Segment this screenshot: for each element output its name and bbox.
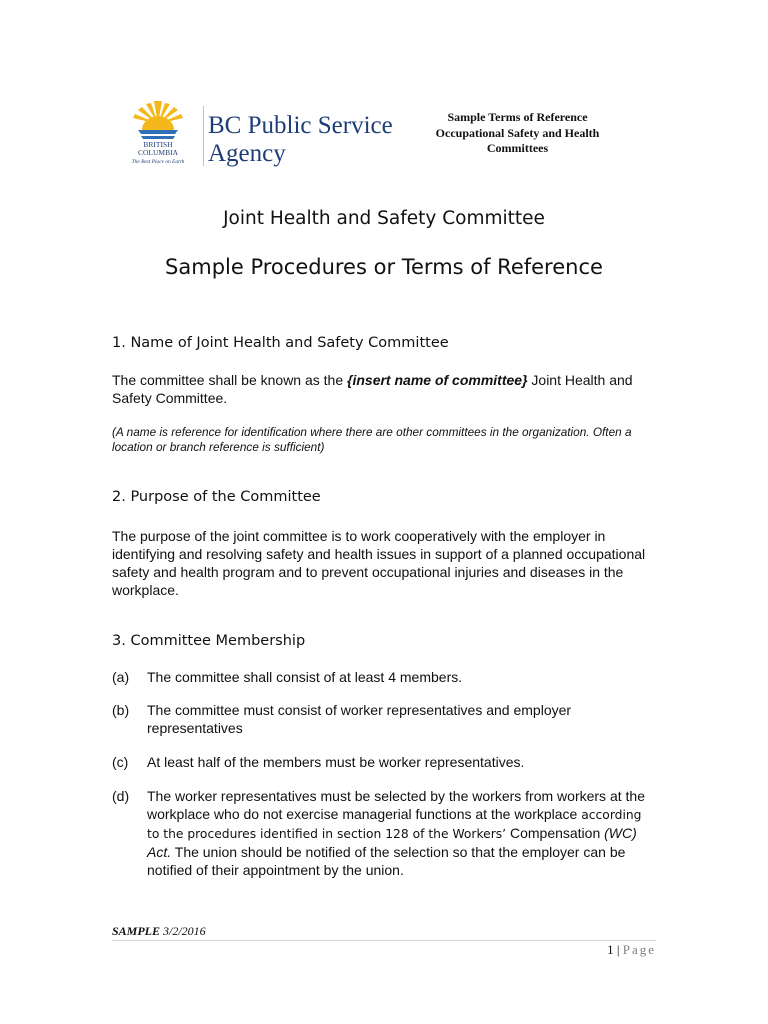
logo-province-line1: BRITISH bbox=[143, 140, 173, 149]
item-label: (d) bbox=[112, 788, 130, 804]
committee-name-placeholder: {insert name of committee} bbox=[347, 372, 528, 388]
wc-act-reference: (WC) Act. bbox=[147, 825, 637, 860]
section-2-paragraph: The purpose of the joint committee is to work cooperatively with the employer in identifying and resolving safety and health issues in support of a planned occupational safety and health program and to prevent occupational injuries and diseases in the workplace. bbox=[112, 528, 646, 598]
section-1-text-post: Joint Health and Safety Committee. bbox=[112, 372, 633, 406]
section-1-text-pre: The committee shall be known as the bbox=[112, 372, 348, 388]
membership-item-b bbox=[112, 701, 657, 737]
section-heading-1: 1. Name of Joint Health and Safety Committee bbox=[112, 335, 449, 351]
item-label: (a) bbox=[112, 669, 130, 685]
item-text: At least half of the members must be worker representatives. bbox=[147, 754, 525, 770]
document-label-line3: Committees bbox=[486, 141, 549, 155]
page-title: Joint Health and Safety Committee bbox=[223, 208, 545, 229]
logo-divider bbox=[203, 106, 204, 166]
item-d-text-c: Compensation bbox=[509, 825, 605, 841]
section-1-note: (A name is reference for identification where there are other committees in the organization. Often a location or branch reference is sufficient) bbox=[112, 425, 632, 454]
item-d-text-a: The worker representatives must be selected by the workers from workers at the workplace who do not exercise managerial functions at the workplace bbox=[147, 788, 645, 822]
water-band-2 bbox=[141, 136, 175, 139]
membership-item-d bbox=[112, 787, 657, 879]
footer-sample-word: SAMPLE bbox=[112, 924, 161, 938]
page-word: Page bbox=[622, 942, 656, 957]
document-label-line1: Sample Terms of Reference bbox=[447, 110, 588, 124]
item-label: (c) bbox=[112, 754, 129, 770]
sun-disc bbox=[142, 116, 174, 130]
section-1-paragraph bbox=[112, 371, 657, 407]
page-number bbox=[560, 942, 656, 958]
document-label bbox=[420, 110, 615, 157]
water-band bbox=[138, 130, 178, 134]
membership-item-a bbox=[112, 668, 657, 686]
logo-tagline: The Best Place on Earth bbox=[131, 159, 185, 165]
section-heading-3: 3. Committee Membership bbox=[112, 633, 306, 649]
page-separator: | bbox=[616, 942, 620, 957]
page-number-value: 1 bbox=[607, 942, 614, 957]
item-text bbox=[147, 787, 657, 879]
item-label: (b) bbox=[112, 702, 130, 718]
document-label-line2: Occupational Safety and Health bbox=[435, 125, 600, 140]
agency-name-line2: Agency bbox=[208, 140, 286, 167]
footer-divider bbox=[112, 940, 656, 941]
agency-logo bbox=[118, 100, 393, 175]
logo-province-line2: COLUMBIA bbox=[137, 148, 179, 157]
membership-item-c bbox=[112, 753, 657, 771]
bc-sun-logo-icon bbox=[118, 100, 198, 170]
item-d-text-b: according to the procedures identified in section 128 of the Workers’ bbox=[147, 808, 642, 841]
footer-sample-stamp bbox=[112, 924, 206, 939]
item-text: The committee shall consist of at least 4 members. bbox=[147, 669, 463, 685]
page-subtitle: Sample Procedures or Terms of Reference bbox=[165, 255, 603, 279]
agency-name-line1: BC Public Service bbox=[208, 112, 393, 139]
item-text: The committee must consist of worker representatives and employer representatives bbox=[147, 702, 572, 736]
section-heading-2: 2. Purpose of the Committee bbox=[112, 489, 321, 505]
item-d-text-e: The union should be notified of the selection so that the employer can be notified of their appointment by the union. bbox=[147, 844, 626, 878]
footer-date: 3/2/2016 bbox=[163, 924, 206, 938]
